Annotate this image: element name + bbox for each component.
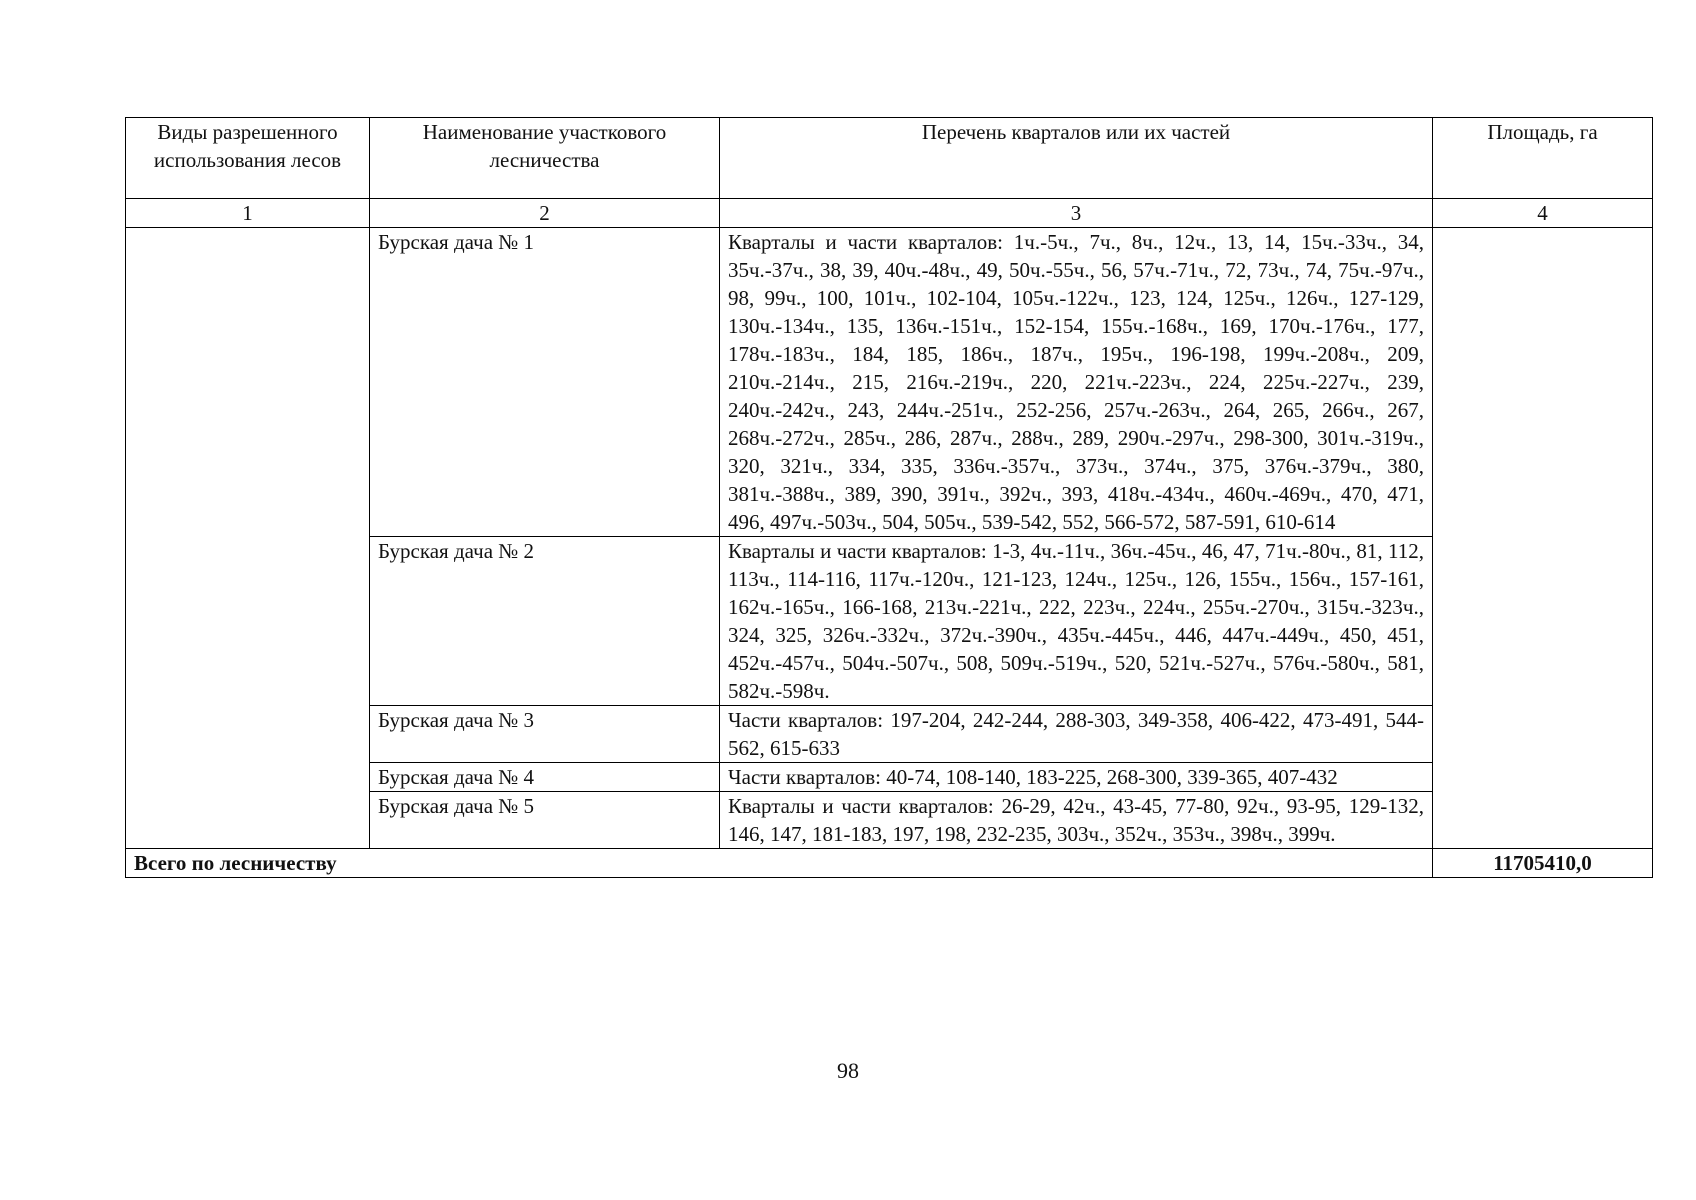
quarters-list-cell: Части кварталов: 197-204, 242-244, 288-303, 349-358, 406-422, 473-491, 544-562, 615-633	[720, 706, 1433, 763]
column-number-row	[126, 199, 1653, 228]
quarters-list-cell: Кварталы и части кварталов: 1-3, 4ч.-11ч., 36ч.-45ч., 46, 47, 71ч.-80ч., 81, 112, 113ч., 114-116, 117ч.-120ч., 121-123, 124ч., 125ч., 126, 155ч., 156ч., 157-161, 162ч.-165ч., 166-168, 213ч.-221ч., 222, 223ч., 224ч., 255ч.-270ч., 315ч.-323ч., 324, 325, 326ч.-332ч., 372ч.-390ч., 435ч.-445ч., 446, 447ч.-449ч., 450, 451, 452ч.-457ч., 504ч.-507ч., 508, 509ч.-519ч., 520, 521ч.-527ч., 576ч.-580ч., 581, 582ч.-598ч.	[720, 537, 1433, 706]
header-cell: Наименование участкового лесничества	[370, 118, 720, 199]
column-number: 4	[1433, 199, 1653, 228]
total-value: 11705410,0	[1433, 849, 1653, 878]
forestry-name-cell: Бурская дача № 3	[370, 706, 720, 763]
header-cell: Виды разрешенного использования лесов	[126, 118, 370, 199]
quarters-list-cell: Части кварталов: 40-74, 108-140, 183-225, 268-300, 339-365, 407-432	[720, 763, 1433, 792]
total-label: Всего по лесничеству	[126, 849, 1433, 878]
table-row	[126, 228, 1653, 537]
total-row	[126, 849, 1653, 878]
column-number: 3	[720, 199, 1433, 228]
forest-use-table	[125, 117, 1653, 878]
forestry-name-cell: Бурская дача № 4	[370, 763, 720, 792]
page-number: 98	[837, 1058, 859, 1083]
forestry-name-cell: Бурская дача № 5	[370, 792, 720, 849]
quarters-list-cell: Кварталы и части кварталов: 26-29, 42ч., 43-45, 77-80, 92ч., 93-95, 129-132, 146, 147, 181-183, 197, 198, 232-235, 303ч., 352ч., 353ч., 398ч., 399ч.	[720, 792, 1433, 849]
column-number: 2	[370, 199, 720, 228]
header-cell: Перечень кварталов или их частей	[720, 118, 1433, 199]
forestry-name-cell: Бурская дача № 1	[370, 228, 720, 537]
quarters-list-cell: Кварталы и части кварталов: 1ч.-5ч., 7ч., 8ч., 12ч., 13, 14, 15ч.-33ч., 34, 35ч.-37ч., 38, 39, 40ч.-48ч., 49, 50ч.-55ч., 56, 57ч.-71ч., 72, 73ч., 74, 75ч.-97ч., 98, 99ч., 100, 101ч., 102-104, 105ч.-122ч., 123, 124, 125ч., 126ч., 127-129, 130ч.-134ч., 135, 136ч.-151ч., 152-154, 155ч.-168ч., 169, 170ч.-176ч., 177, 178ч.-183ч., 184, 185, 186ч., 187ч., 195ч., 196-198, 199ч.-208ч., 209, 210ч.-214ч., 215, 216ч.-219ч., 220, 221ч.-223ч., 224, 225ч.-227ч., 239, 240ч.-242ч., 243, 244ч.-251ч., 252-256, 257ч.-263ч., 264, 265, 266ч., 267, 268ч.-272ч., 285ч., 286, 287ч., 288ч., 289, 290ч.-297ч., 298-300, 301ч.-319ч., 320, 321ч., 334, 335, 336ч.-357ч., 373ч., 374ч., 375, 376ч.-379ч., 380, 381ч.-388ч., 389, 390, 391ч., 392ч., 393, 418ч.-434ч., 460ч.-469ч., 470, 471, 496, 497ч.-503ч., 504, 505ч., 539-542, 552, 566-572, 587-591, 610-614	[720, 228, 1433, 537]
area-cell	[1433, 228, 1653, 849]
header-row	[126, 118, 1653, 199]
usage-type-cell	[126, 228, 370, 849]
forestry-name-cell: Бурская дача № 2	[370, 537, 720, 706]
column-number: 1	[126, 199, 370, 228]
header-cell: Площадь, га	[1433, 118, 1653, 199]
